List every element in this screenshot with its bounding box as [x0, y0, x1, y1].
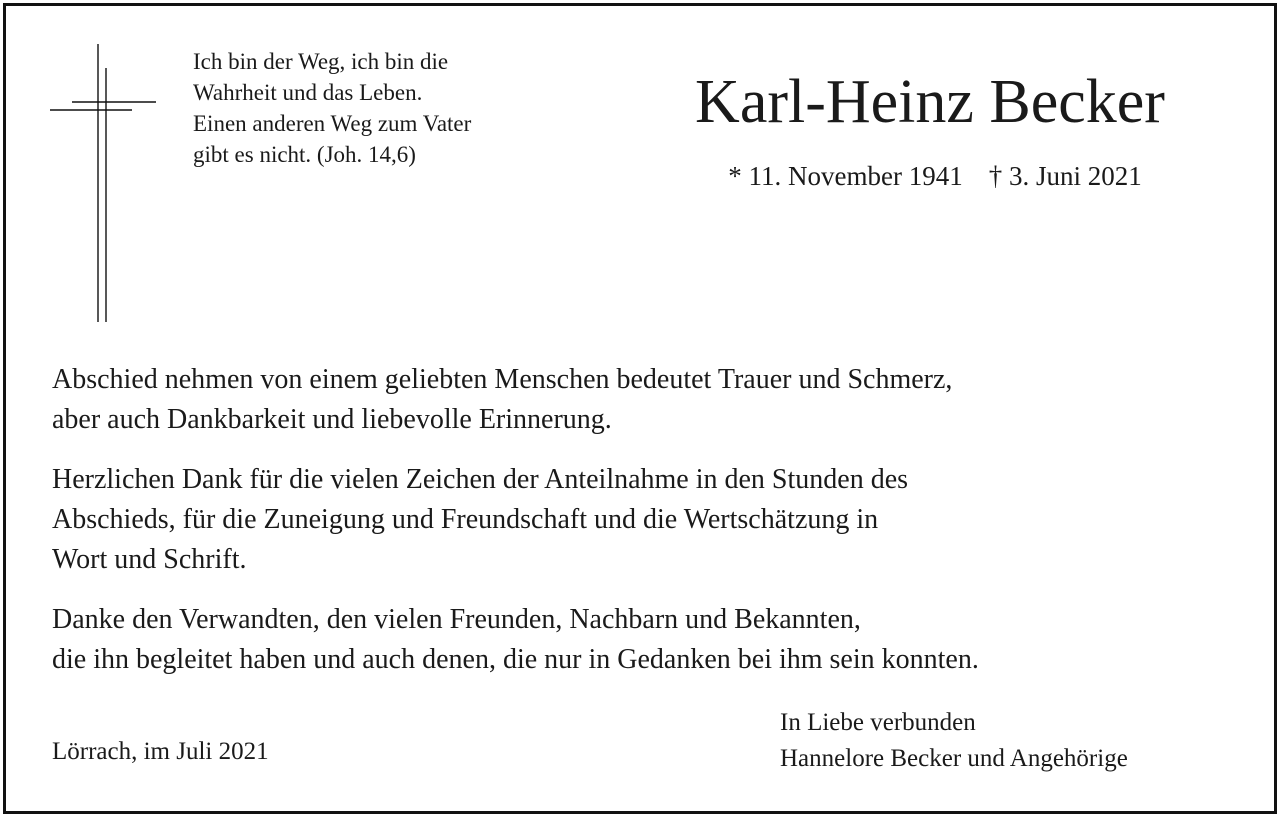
- body-line: Abschied nehmen von einem geliebten Menschen bedeutet Trauer und Schmerz,: [52, 364, 953, 395]
- death-date: † 3. Juni 2021: [988, 161, 1142, 191]
- verse-line: Ich bin der Weg, ich bin die: [193, 49, 449, 74]
- place-date: Lörrach, im Juli 2021: [52, 738, 269, 765]
- cross-icon: [50, 44, 156, 322]
- body-line: Wort und Schrift.: [52, 544, 247, 575]
- bible-verse: [193, 46, 613, 170]
- signature: Hannelore Becker und Angehörige: [780, 745, 1128, 772]
- signoff: [780, 705, 1128, 777]
- deceased-name: Karl-Heinz Becker: [695, 68, 1165, 136]
- body-line: aber auch Dankbarkeit und liebevolle Erinnerung.: [52, 404, 612, 435]
- closing-line: In Liebe verbunden: [780, 709, 976, 736]
- verse-line: Einen anderen Weg zum Vater: [193, 111, 472, 136]
- body-line: Herzlichen Dank für die vielen Zeichen der Anteilnahme in den Stunden des: [52, 464, 909, 495]
- life-dates: [640, 158, 1230, 194]
- body-line: Abschieds, für die Zuneigung und Freundschaft und die Wertschätzung in: [52, 504, 879, 535]
- verse-line: Wahrheit und das Leben.: [193, 80, 423, 105]
- verse-line: gibt es nicht. (Joh. 14,6): [193, 142, 416, 167]
- body-line: die ihn begleitet haben und auch denen, die nur in Gedanken bei ihm sein konnten.: [52, 644, 979, 675]
- birth-date: * 11. November 1941: [728, 161, 963, 191]
- notice-body: [52, 340, 1252, 700]
- body-line: Danke den Verwandten, den vielen Freunden, Nachbarn und Bekannten,: [52, 604, 861, 635]
